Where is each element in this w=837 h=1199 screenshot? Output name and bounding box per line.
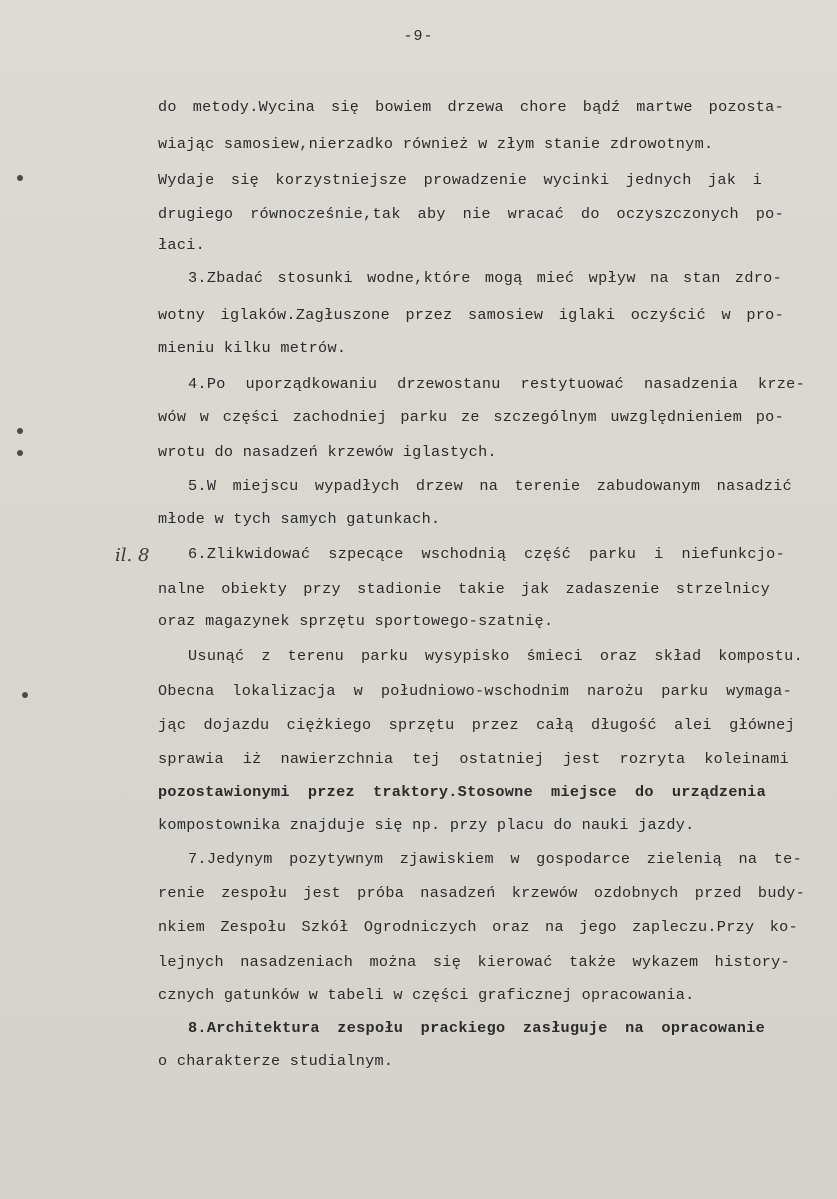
text-line: 8.Architektura zespołu prackiego zasługuje na opracowanie — [188, 1019, 765, 1037]
text-line: wrotu do nasadzeń krzewów iglastych. — [158, 443, 497, 461]
text-line: sprawia iż nawierzchnia tej ostatniej jest rozryta koleinami — [158, 750, 789, 768]
text-line: nalne obiekty przy stadionie takie jak zadaszenie strzelnicy — [158, 580, 770, 598]
text-line: mieniu kilku metrów. — [158, 339, 347, 357]
page-number: -9- — [403, 28, 434, 45]
text-line: 6.Zlikwidować szpecące wschodnią część parku i niefunkcjo- — [188, 545, 785, 563]
text-line: cznych gatunków w tabeli w części graficznej opracowania. — [158, 986, 695, 1004]
text-line: wów w części zachodniej parku ze szczególnym uwzględnieniem po- — [158, 408, 784, 426]
punch-hole-mark — [17, 428, 23, 434]
text-line: do metody.Wycina się bowiem drzewa chore bądź martwe pozosta- — [158, 98, 784, 116]
text-line: 3.Zbadać stosunki wodne,które mogą mieć wpływ na stan zdro- — [188, 269, 782, 287]
punch-hole-mark — [17, 175, 23, 181]
text-line: renie zespołu jest próba nasadzeń krzewów ozdobnych przed budy- — [158, 884, 805, 902]
text-line: jąc dojazdu ciężkiego sprzętu przez całą długość alei głównej — [158, 716, 795, 734]
text-line: młode w tych samych gatunkach. — [158, 510, 441, 528]
text-line: 7.Jedynym pozytywnym zjawiskiem w gospodarce zielenią na te- — [188, 850, 802, 868]
text-line: wiając samosiew,nierzadko również w złym stanie zdrowotnym. — [158, 135, 714, 153]
punch-hole-mark — [22, 692, 28, 698]
text-line: 5.W miejscu wypadłych drzew na terenie zabudowanym nasadzić — [188, 477, 792, 495]
text-line: pozostawionymi przez traktory.Stosowne miejsce do urządzenia — [158, 783, 766, 801]
punch-hole-mark — [17, 450, 23, 456]
text-line: Obecna lokalizacja w południowo-wschodnim narożu parku wymaga- — [158, 682, 792, 700]
text-line: kompostownika znajduje się np. przy placu do nauki jazdy. — [158, 816, 695, 834]
text-line: Wydaje się korzystniejsze prowadzenie wycinki jednych jak i — [158, 171, 762, 189]
text-line: drugiego równocześnie,tak aby nie wracać do oczyszczonych po- — [158, 205, 784, 223]
margin-note: il. 8 — [115, 545, 150, 566]
text-line: Usunąć z terenu parku wysypisko śmieci oraz skład kompostu. — [188, 647, 803, 665]
text-line: 4.Po uporządkowaniu drzewostanu restytuować nasadzenia krze- — [188, 375, 805, 393]
text-line: wotny iglaków.Zagłuszone przez samosiew iglaki oczyścić w pro- — [158, 306, 784, 324]
text-line: łaci. — [158, 236, 206, 254]
text-line: o charakterze studialnym. — [158, 1052, 394, 1070]
text-line: nkiem Zespołu Szkół Ogrodniczych oraz na jego zapleczu.Przy ko- — [158, 918, 798, 936]
text-line: lejnych nasadzeniach można się kierować także wykazem history- — [158, 953, 790, 971]
text-line: oraz magazynek sprzętu sportowego-szatnię. — [158, 612, 554, 630]
